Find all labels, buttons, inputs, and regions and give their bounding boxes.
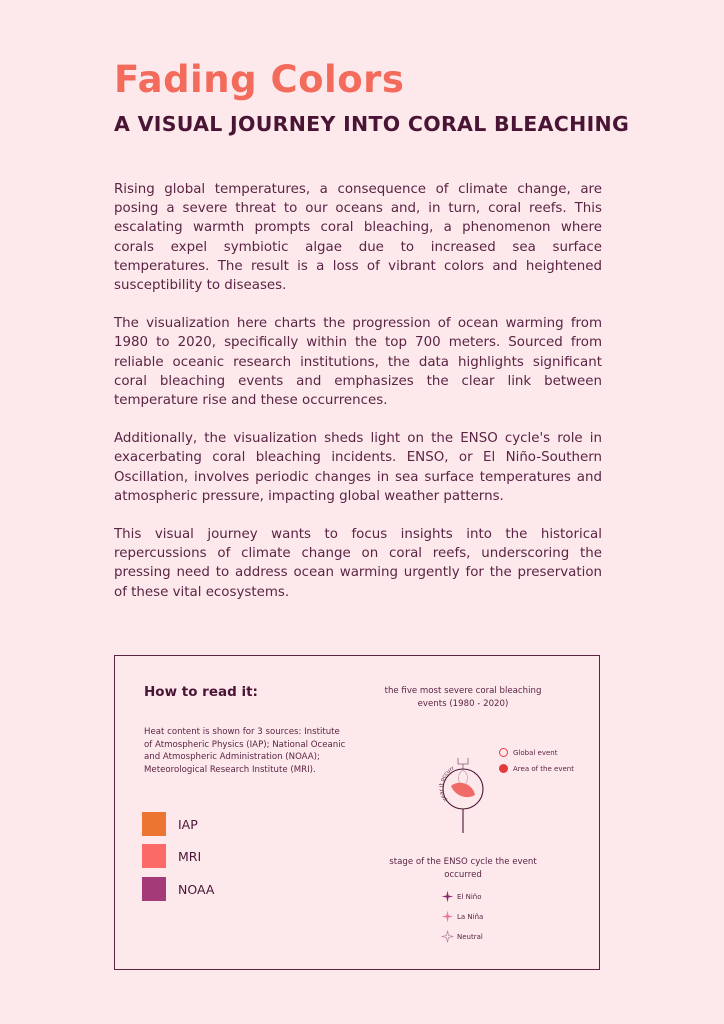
iap-label: IAP xyxy=(178,816,198,832)
enso-la-nina-item xyxy=(441,910,483,923)
el-nino-label: El Niño xyxy=(457,892,482,901)
intro-paragraph: This visual journey wants to focus insights into the historical repercussions of climate change on coral reefs, underscoring the pressing need to address ocean warming urgently for the preservation of these vital ecosystems. xyxy=(114,527,602,600)
intro-text xyxy=(114,180,602,621)
legend-title: How to read it: xyxy=(144,684,258,700)
neutral-label: Neutral xyxy=(457,932,483,941)
el-nino-star-icon xyxy=(441,890,454,903)
year-arc-label: year it occurr xyxy=(438,765,456,803)
enso-neutral-item xyxy=(441,930,483,943)
intro-paragraph: Additionally, the visualization sheds light on the ENSO cycle's role in exacerbating coral bleaching incidents. ENSO, or El Niño-Southern Oscillation, involves periodic changes in sea surface temperatures and atmospheric pressure, impacting global weather patterns. xyxy=(114,431,602,504)
la-nina-star-icon xyxy=(441,910,454,923)
source-legend-item-iap xyxy=(142,812,198,836)
page-title: Fading Colors xyxy=(114,58,405,101)
how-to-read-panel xyxy=(114,655,600,970)
source-legend-item-mri xyxy=(142,844,201,868)
mri-label: MRI xyxy=(178,848,202,864)
global-event-label: Global event xyxy=(513,748,558,757)
page-subtitle: A VISUAL JOURNEY INTO CORAL BLEACHING xyxy=(114,112,630,136)
bleaching-event-glyph xyxy=(415,716,515,836)
source-legend-item-noaa xyxy=(142,877,214,901)
area-event-label: Area of the event xyxy=(513,764,574,773)
severe-events-label: the five most severe coral bleaching events (1980 - 2020) xyxy=(384,686,542,709)
sources-description: Heat content is shown for 3 sources: Institute of Atmospheric Physics (IAP); National Oceanic and Atmospheric Administration (NOAA); Meteorological Research Institute (MRI). xyxy=(144,727,346,775)
intro-paragraph: The visualization here charts the progression of ocean warming from 1980 to 2020, specifically within the top 700 meters. Sourced from reliable oceanic research institutions, the data highlights significant coral bleaching events and emphasizes the clear link between temperature rise and these occurrences. xyxy=(114,316,602,409)
area-event-icon xyxy=(499,764,508,773)
global-event-icon xyxy=(499,748,508,757)
iap-swatch xyxy=(142,812,166,836)
intro-paragraph: Rising global temperatures, a consequence of climate change, are posing a severe threat to our oceans and, in turn, coral reefs. This escalating warmth prompts coral bleaching, a phenomenon where corals expel symbiotic algae due to increased sea surface temperatures. The result is a loss of vibrant colors and heightened susceptibility to diseases. xyxy=(114,182,602,294)
bracket-icon xyxy=(458,758,468,764)
noaa-swatch xyxy=(142,877,166,901)
enso-el-nino-item xyxy=(441,890,482,903)
global-event-legend xyxy=(499,748,558,757)
noaa-label: NOAA xyxy=(178,881,215,897)
enso-stage-label: stage of the ENSO cycle the event occurred xyxy=(389,857,537,880)
area-event-legend xyxy=(499,764,574,773)
la-nina-label: La Niña xyxy=(457,912,484,921)
mri-swatch xyxy=(142,844,166,868)
neutral-star-icon xyxy=(441,930,454,943)
